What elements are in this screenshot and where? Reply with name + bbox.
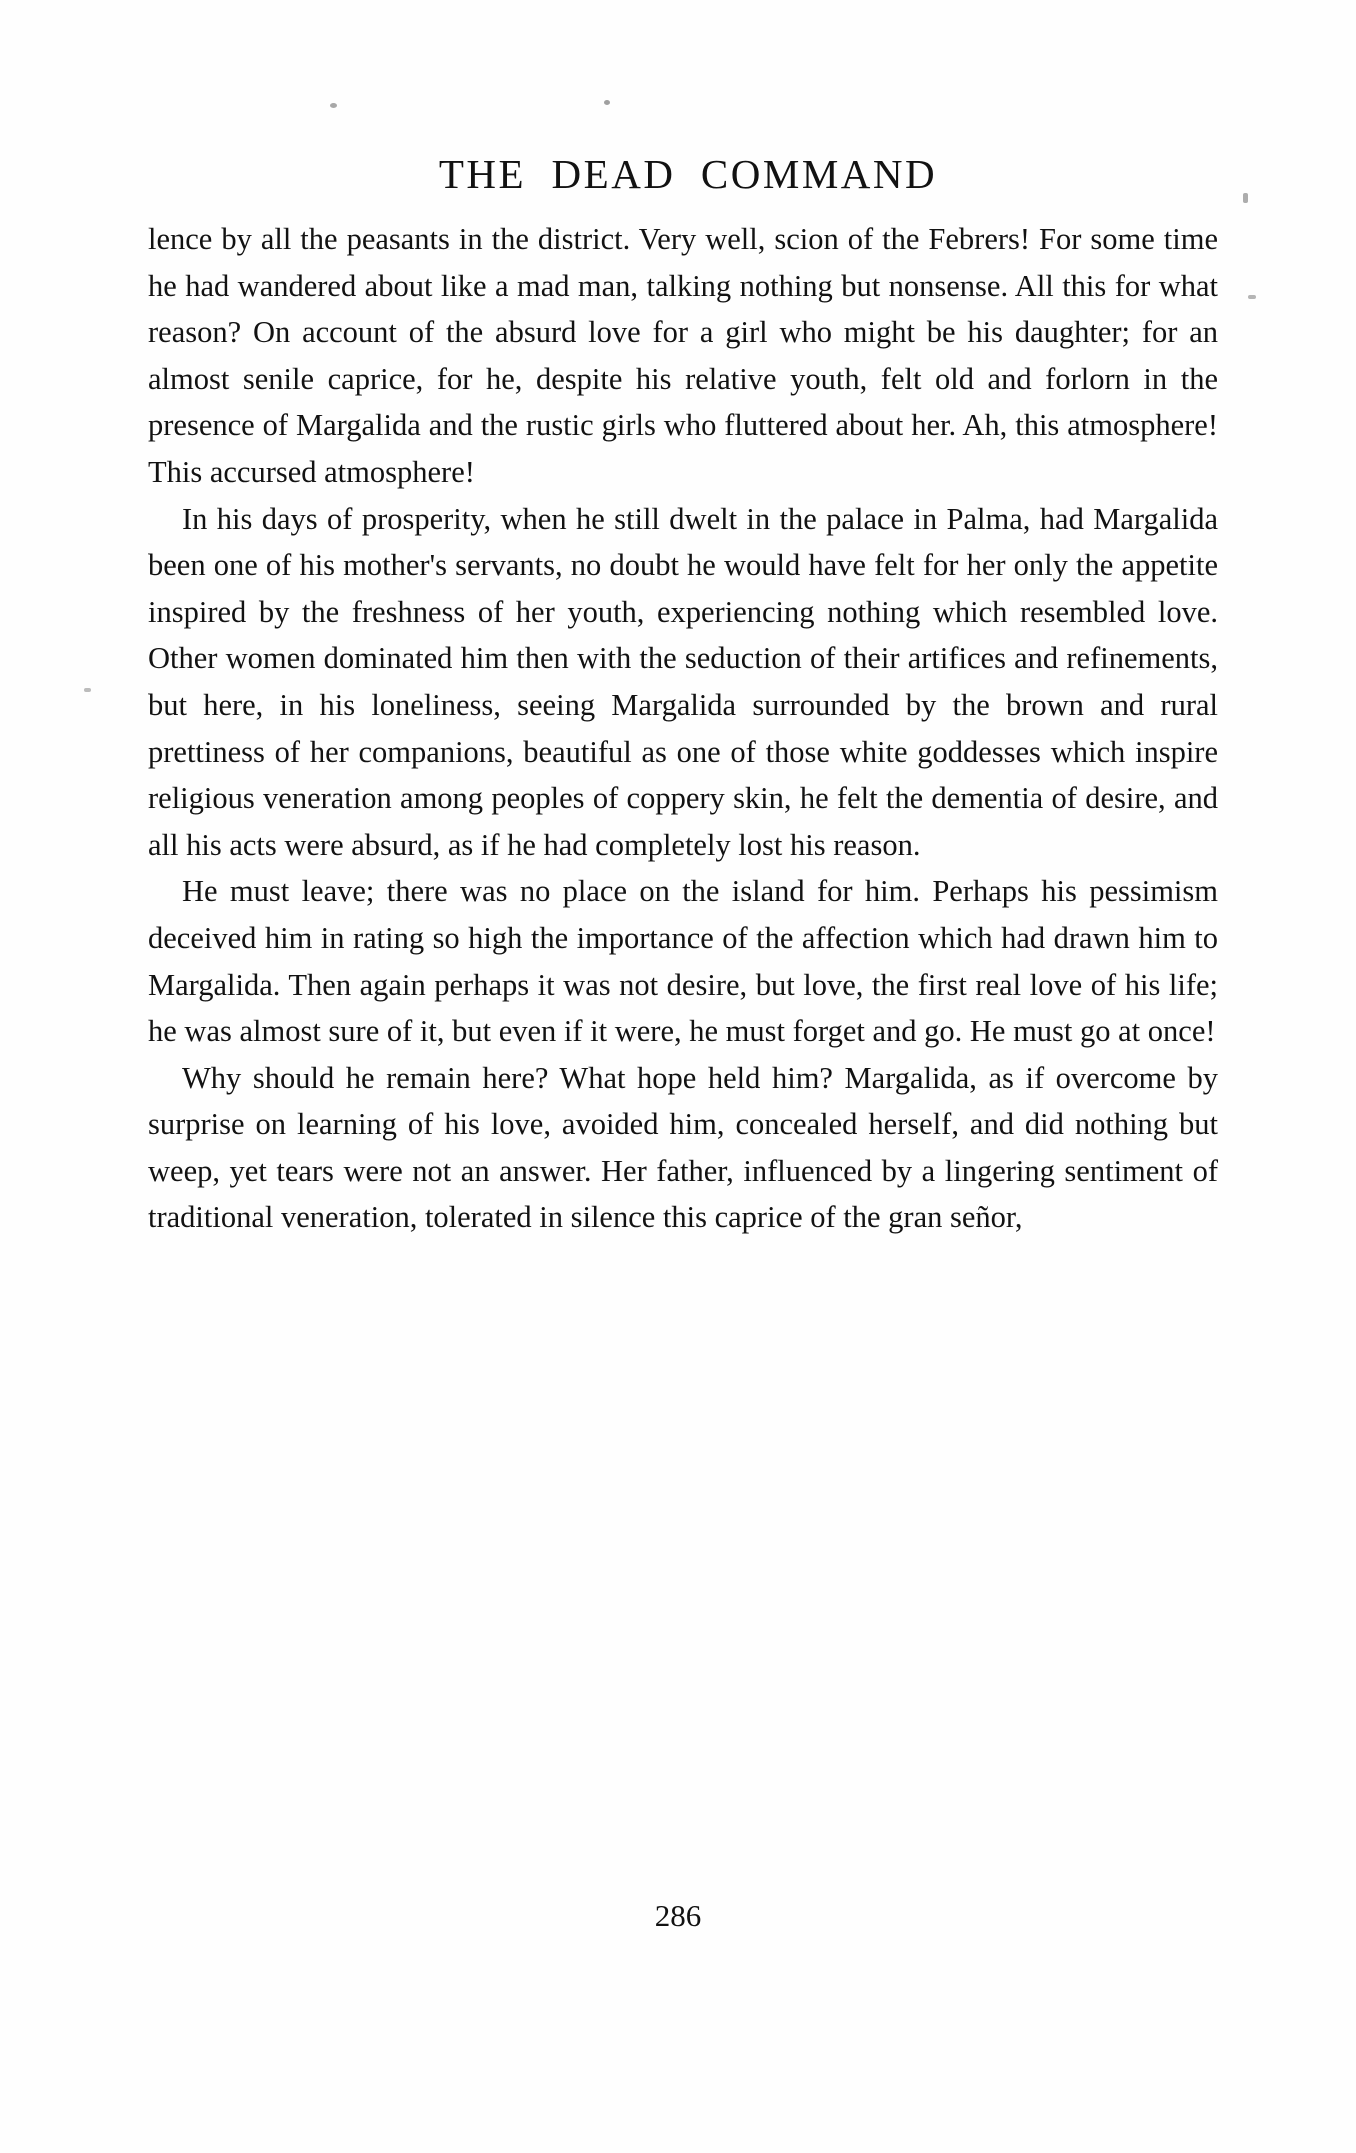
body-text: [148, 216, 1218, 1241]
page-content: [148, 150, 1218, 1241]
scan-speck-icon: [84, 688, 91, 692]
scan-speck-icon: [1248, 295, 1256, 299]
paragraph: In his days of prosperity, when he still dwelt in the palace in Palma, had Margalida been one of his mother's servants, no doubt he would have felt for her only the appetite inspired by the freshness of her youth, experiencing nothing which resembled love. Other women dominated him then with the seduction of their artifices and refinements, but here, in his loneliness, seeing Margalida surrounded by the brown and rural prettiness of her companions, beautiful as one of those white goddesses which inspire religious veneration among peoples of coppery skin, he felt the dementia of desire, and all his acts were absurd, as if he had completely lost his reason.: [148, 501, 1218, 862]
paragraph: Why should he remain here? What hope held him? Margalida, as if overcome by surprise on learning of his love, avoided him, concealed herself, and did nothing but weep, yet tears were not an answer. Her father, influenced by a lingering sentiment of traditional veneration, tolerated in silence this caprice of the gran señor,: [148, 1060, 1218, 1235]
scan-speck-icon: [604, 100, 610, 105]
paragraph: lence by all the peasants in the district. Very well, scion of the Febrers! For some time he had wandered about like a mad man, talking nothing but nonsense. All this for what reason? On account of the absurd love for a girl who might be his daughter; for an almost senile caprice, for he, despite his relative youth, felt old and forlorn in the presence of Margalida and the rustic girls who fluttered about her. Ah, this atmosphere! This accursed atmosphere!: [148, 222, 1218, 489]
scan-speck-icon: [330, 103, 337, 108]
paragraph: He must leave; there was no place on the island for him. Perhaps his pessimism deceived him in rating so high the importance of the affection which had drawn him to Margalida. Then again perhaps it was not desire, but love, the first real love of his life; he was almost sure of it, but even if it were, he must forget and go. He must go at once!: [148, 874, 1218, 1049]
page-number: 286: [654, 1898, 702, 1933]
scan-speck-icon: [1243, 193, 1248, 203]
running-head: THE DEAD COMMAND: [438, 151, 938, 197]
